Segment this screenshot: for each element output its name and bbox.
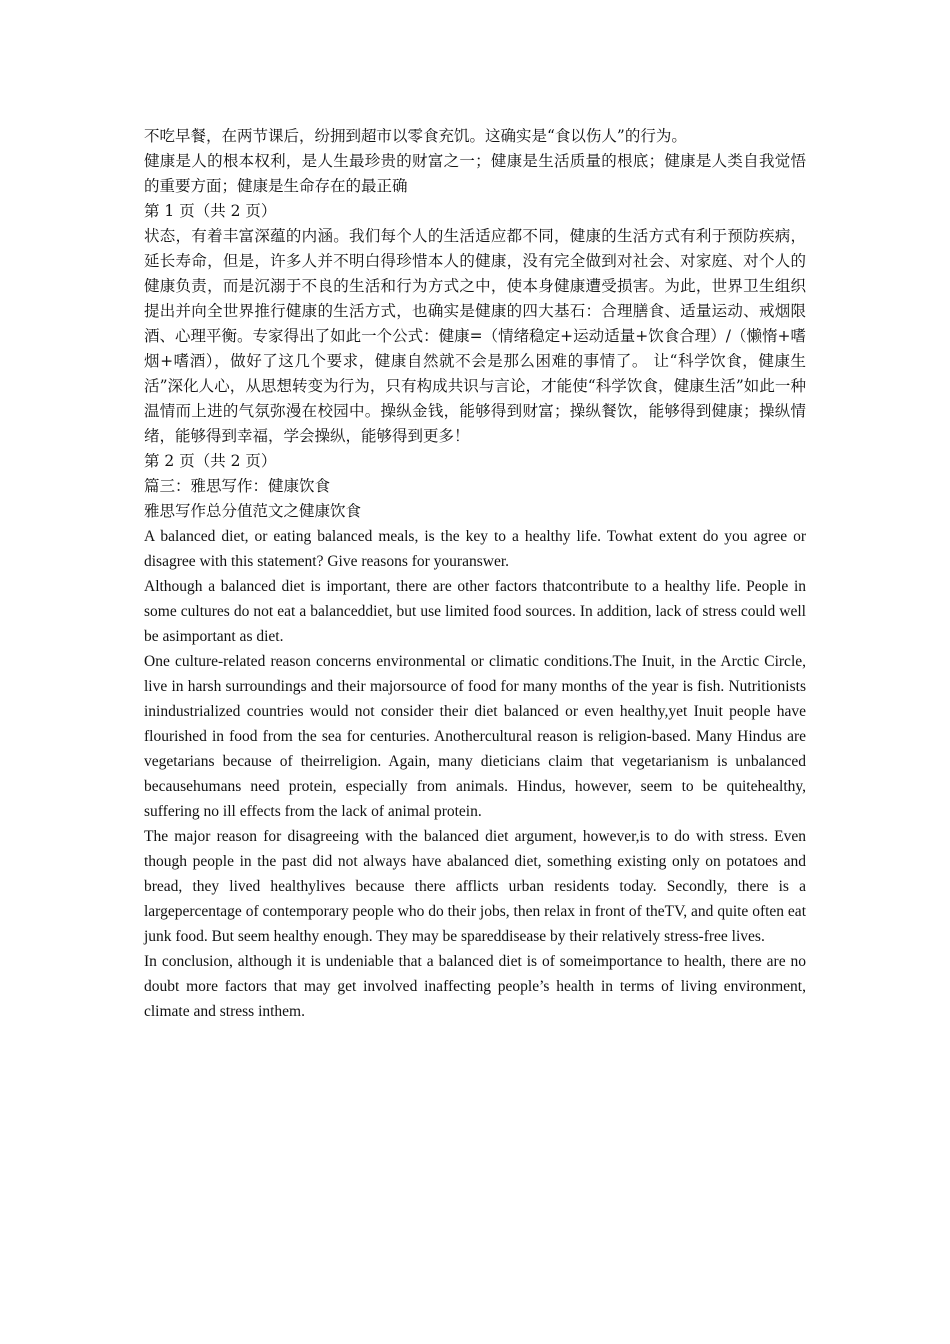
page-footer-2: 第 2 页（共 2 页） — [144, 452, 277, 470]
document-body — [144, 124, 806, 1024]
essay-body-stress: The major reason for disagreeing with the balanced diet argument, however,is to do with stress. Even though people in the past did not always have abalanced diet, something existing only on potatoes and bread, they lived healthylives because there afflicts urban residents today. Secondly, there is a largepercentage of contemporary people who do their jobs, then relax in front of theTV, and quite often eat junk food. But seem healthy enough. They may be spareddisease by their relatively stress-free lives. — [144, 828, 806, 945]
paragraph-breakfast: 不吃早餐，在两节课后，纷拥到超市以零食充饥。这确实是“食以伤人”的行为。 — [144, 127, 687, 145]
paragraph-healthy-lifestyle: 状态，有着丰富深蕴的内涵。我们每个人的生活适应都不同，健康的生活方式有利于预防疾病，延长寿命，但是，许多人并不明白得珍惜本人的健康，没有完全做到对社会、对家庭、对个人的健康负责，而是沉溺于不良的生活和行为方式之中，使本身健康遭受损害。为此，世界卫生组织提出并向全世界推行健康的生活方式，也确实是健康的四大基石：合理膳食、适量运动、戒烟限酒、心理平衡。专家得出了如此一个公式：健康=（情绪稳定+运动适量+饮食合理）/（懒惰+嗜烟+嗜酒），做好了这几个要求，健康自然就不会是那么困难的事情了。 让“科学饮食，健康生活”深化人心，从思想转变为行为，只有构成共识与言论，才能使“科学饮食，健康生活”如此一种温情而上进的气氛弥漫在校园中。操纵金钱，能够得到财富；操纵餐饮，能够得到健康；操纵情绪，能够得到幸福，学会操纵，能够得到更多！ — [144, 227, 806, 445]
essay-prompt: A balanced diet, or eating balanced meals, is the key to a healthy life. Towhat extent do you agree or disagree with this statement? Give reasons for youranswer. — [144, 528, 806, 570]
essay-conclusion: In conclusion, although it is undeniable that a balanced diet is of someimportance to health, there are no doubt more factors that may get involved inaffecting people’s health in terms of living environment, climate and stress inthem. — [144, 953, 806, 1020]
page-footer-1: 第 1 页（共 2 页） — [144, 202, 277, 220]
essay-body-culture: One culture-related reason concerns environmental or climatic conditions.The Inuit, in the Arctic Circle, live in harsh surroundings and their majorsource of food for many months of the year is fish. Nutritionists inindustrialized countries would not consider their diet balanced or even healthy,yet Inuit people have flourished in food from the sea for centuries. Anothercultural reason is religion-based. Many Hindus are vegetarians because of theirreligion. Again, many dieticians claim that vegetarianism is unbalanced becausehumans need protein, especially from animals. Hindus, however, seem to be quitehealthy, suffering no ill effects from the lack of animal protein. — [144, 653, 806, 820]
paragraph-health-right: 健康是人的根本权利，是人生最珍贵的财富之一；健康是生活质量的根底；健康是人类自我觉悟的重要方面；健康是生命存在的最正确 — [144, 152, 806, 195]
essay-introduction: Although a balanced diet is important, there are other factors thatcontribute to a healthy life. People in some cultures do not eat a balanceddiet, but use limited food sources. In addition, lack of stress could well be asimportant as diet. — [144, 578, 806, 645]
section-subheading-ielts: 雅思写作总分值范文之健康饮食 — [144, 502, 362, 520]
section-heading-part-three: 篇三：雅思写作：健康饮食 — [144, 477, 331, 495]
